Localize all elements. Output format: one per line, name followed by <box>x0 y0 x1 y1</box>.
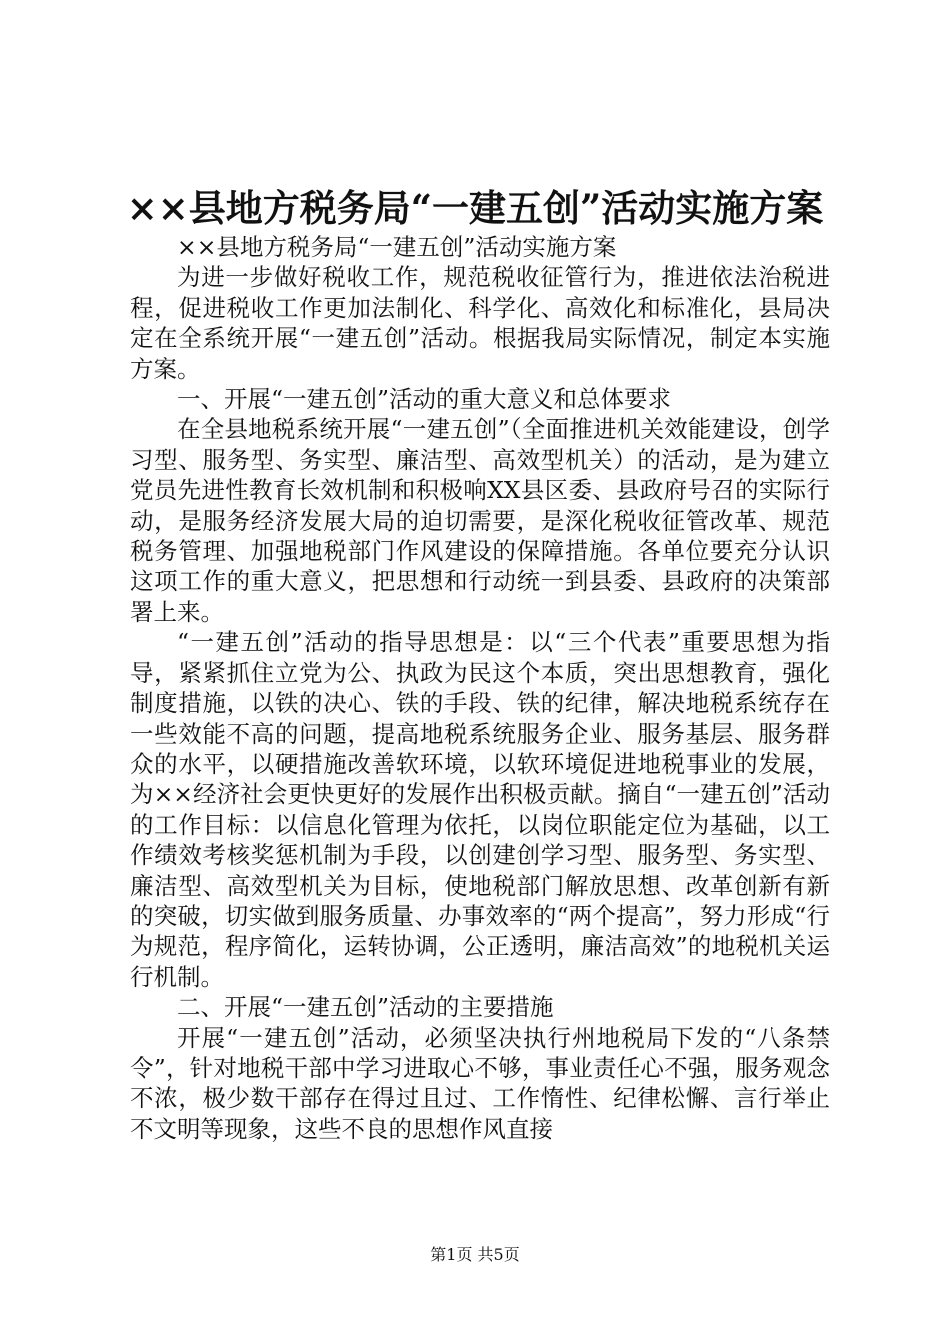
section-heading-1: 一、开展“一建五创”活动的重大意义和总体要求 <box>177 385 672 414</box>
paragraph-intro: 为进一步做好税收工作，规范税收征管行为，推进依法治税进程，促进税收工作更加法制化、科学化、高效化和标准化，县局决定在全系统开展“一建五创”活动。根据我局实际情况，制定本实施方案。 <box>130 263 830 383</box>
paragraph-significance: 在全县地税系统开展“一建五创”（全面推进机关效能建设，创学习型、服务型、务实型、廉洁型、高效型机关）的活动，是为建立党员先进性教育长效机制和积极响XX县区委、县政府号召的实际行动，是服务经济发展大局的迫切需要，是深化税收征管改革、规范税务管理、加强地税部门作风建设的保障措施。各单位要充分认识这项工作的重大意义，把思想和行动统一到县委、县政府的决策部署上来。 <box>130 415 830 626</box>
document-body <box>130 232 830 1144</box>
document-title: ××县地方税务局“一建五创”活动实施方案 <box>126 186 824 230</box>
paragraph-measures: 开展“一建五创”活动，必须坚决执行州地税局下发的“八条禁令”，针对地税干部中学习进取心不够，事业责任心不强，服务观念不浓，极少数干部存在得过且过、工作惰性、纪律松懈、言行举止不文明等现象，这些不良的思想作风直接 <box>130 1023 830 1143</box>
section-heading-2: 二、开展“一建五创”活动的主要措施 <box>177 993 554 1022</box>
paragraph-subtitle: ××县地方税务局“一建五创”活动实施方案 <box>177 233 617 261</box>
page-footer: 第1页 共5页 <box>430 1245 520 1264</box>
paragraph-guiding-thought: “一建五创”活动的指导思想是：以“三个代表”重要思想为指导，紧紧抓住立党为公、执政为民这个本质，突出思想教育，强化制度措施，以铁的决心、铁的手段、铁的纪律，解决地税系统存在一些效能不高的问题，提高地税系统服务企业、服务基层、服务群众的水平，以硬措施改善软环境，以软环境促进地税事业的发展，为××经济社会更快更好的发展作出积极贡献。摘自“一建五创”活动的工作目标：以信息化管理为依托，以岗位职能定位为基础，以工作绩效考核奖惩机制为手段，以创建创学习型、服务型、务实型、廉洁型、高效型机关为目标，使地税部门解放思想、改革创新有新的突破，切实做到服务质量、办事效率的“两个提高”，努力形成“行为规范，程序简化，运转协调，公正透明，廉洁高效”的地税机关运行机制。 <box>130 628 830 991</box>
